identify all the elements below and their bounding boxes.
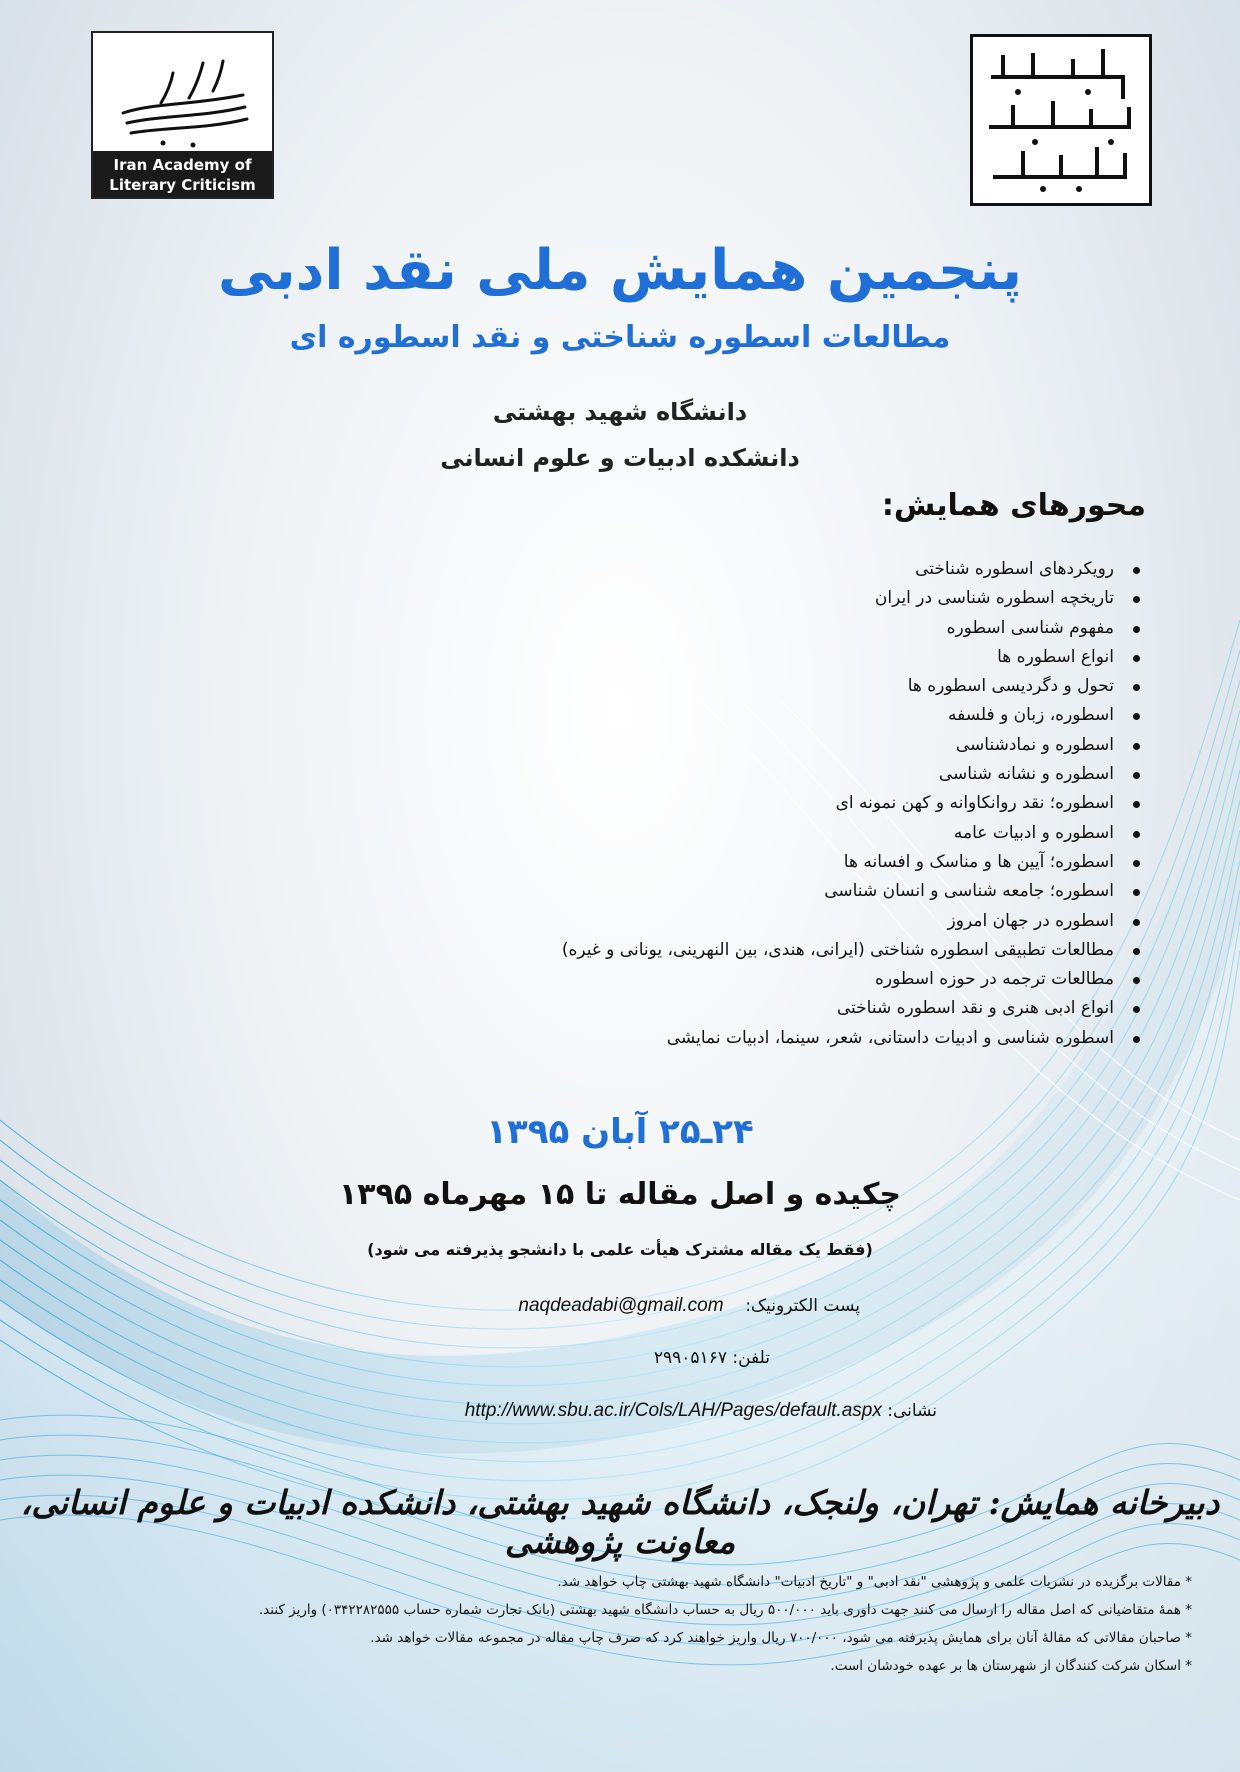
email-label: پست الکترونیک: xyxy=(745,1296,860,1316)
list-item: اسطوره؛ جامعه شناسی و انسان شناسی xyxy=(562,877,1144,906)
footnote: * صاحبان مقالاتی که مقالهٔ آنان برای همایش پذیرفته می شود، ۷۰۰/۰۰۰ ریال واریز خواهند کرد که صرف چاپ مقاله در مجموعه مقالات خواهد شد. xyxy=(370,1630,1192,1646)
list-item: تحول و دگردیسی اسطوره ها xyxy=(562,672,1144,701)
phone-number: ۲۹۹۰۵۱۶۷ xyxy=(653,1348,727,1368)
list-item: مطالعات تطبیقی اسطوره شناختی (ایرانی، هندی، بین النهرینی، یونانی و غیره) xyxy=(562,936,1144,965)
email-line xyxy=(518,1295,860,1317)
list-item: انواع اسطوره ها xyxy=(562,643,1144,672)
list-item: اسطوره و ادبیات عامه xyxy=(562,819,1144,848)
axes-list xyxy=(562,555,1144,1053)
footnote: * مقالات برگزیده در نشریات علمی و پژوهشی "نقد ادبی" و "تاریخ ادبیات" دانشگاه شهید بهشتی چاپ خواهد شد. xyxy=(557,1574,1192,1590)
academy-caption-line1: Iran Academy of xyxy=(113,156,252,174)
academy-caption-line2: Literary Criticism xyxy=(109,176,256,194)
faculty-name: دانشکده ادبیات و علوم انسانی xyxy=(440,444,800,472)
footnote: * اسکان شرکت کنندگان از شهرستان ها بر عهده خودشان است. xyxy=(830,1658,1192,1674)
sbu-logo xyxy=(970,34,1152,206)
joint-paper-note: (فقط یک مقاله مشترک هیأت علمی با دانشجو پذیرفته می شود) xyxy=(367,1240,873,1259)
conference-subtitle: مطالعات اسطوره شناختی و نقد اسطوره ای xyxy=(289,320,951,355)
list-item: اسطوره شناسی و ادبیات داستانی، شعر، سینما، ادبیات نمایشی xyxy=(562,1024,1144,1053)
list-item: اسطوره؛ نقد روانکاوانه و کهن نمونه ای xyxy=(562,789,1144,818)
list-item: اسطوره و نشانه شناسی xyxy=(562,760,1144,789)
list-item: اسطوره؛ آیین ها و مناسک و افسانه ها xyxy=(562,848,1144,877)
address-line xyxy=(465,1400,937,1422)
footnote: * همهٔ متقاضیانی که اصل مقاله را ارسال می کنند جهت داوری باید ۵۰۰/۰۰۰ ریال به حساب دانشگاه شهید بهشتی (بانک تجارت شماره حساب ۰۳۴۲۲۸۲۵۵۵) واریز کنند. xyxy=(258,1602,1192,1618)
axes-heading: محورهای همایش: xyxy=(881,488,1146,523)
list-item: انواع ادبی هنری و نقد اسطوره شناختی xyxy=(562,994,1144,1023)
academy-caption xyxy=(93,151,272,197)
sbu-calligraphy-mark xyxy=(973,37,1149,203)
event-dates: ۲۴ـ۲۵ آبان ۱۳۹۵ xyxy=(486,1112,754,1152)
university-name: دانشگاه شهید بهشتی xyxy=(492,398,748,426)
address-label: نشانی: xyxy=(887,1401,937,1421)
list-item: اسطوره، زبان و فلسفه xyxy=(562,701,1144,730)
submission-deadline: چکیده و اصل مقاله تا ۱۵ مهرماه ۱۳۹۵ xyxy=(338,1177,902,1212)
list-item: رویکردهای اسطوره شناختی xyxy=(562,555,1144,584)
footnotes xyxy=(32,1568,1192,1680)
phone-label: تلفن: xyxy=(732,1348,770,1368)
secretariat-address: دبیرخانه همایش: تهران، ولنجک، دانشگاه شهید بهشتی، دانشکده ادبیات و علوم انسانی، معاونت پژوهشی xyxy=(20,1483,1220,1561)
website-link[interactable]: http://www.sbu.ac.ir/Cols/LAH/Pages/default.aspx xyxy=(464,1400,882,1421)
academy-calligraphy-mark xyxy=(103,43,263,153)
phone-line xyxy=(654,1348,770,1368)
list-item: اسطوره و نمادشناسی xyxy=(562,731,1144,760)
list-item: تاریخچه اسطوره شناسی در ایران xyxy=(562,584,1144,613)
conference-title: پنجمین همایش ملی نقد ادبی xyxy=(217,238,1023,303)
list-item: مفهوم شناسی اسطوره xyxy=(562,614,1144,643)
email-link[interactable]: naqdeadabi@gmail.com xyxy=(518,1295,724,1316)
iran-academy-logo xyxy=(91,31,274,199)
list-item: اسطوره در جهان امروز xyxy=(562,907,1144,936)
list-item: مطالعات ترجمه در حوزه اسطوره xyxy=(562,965,1144,994)
